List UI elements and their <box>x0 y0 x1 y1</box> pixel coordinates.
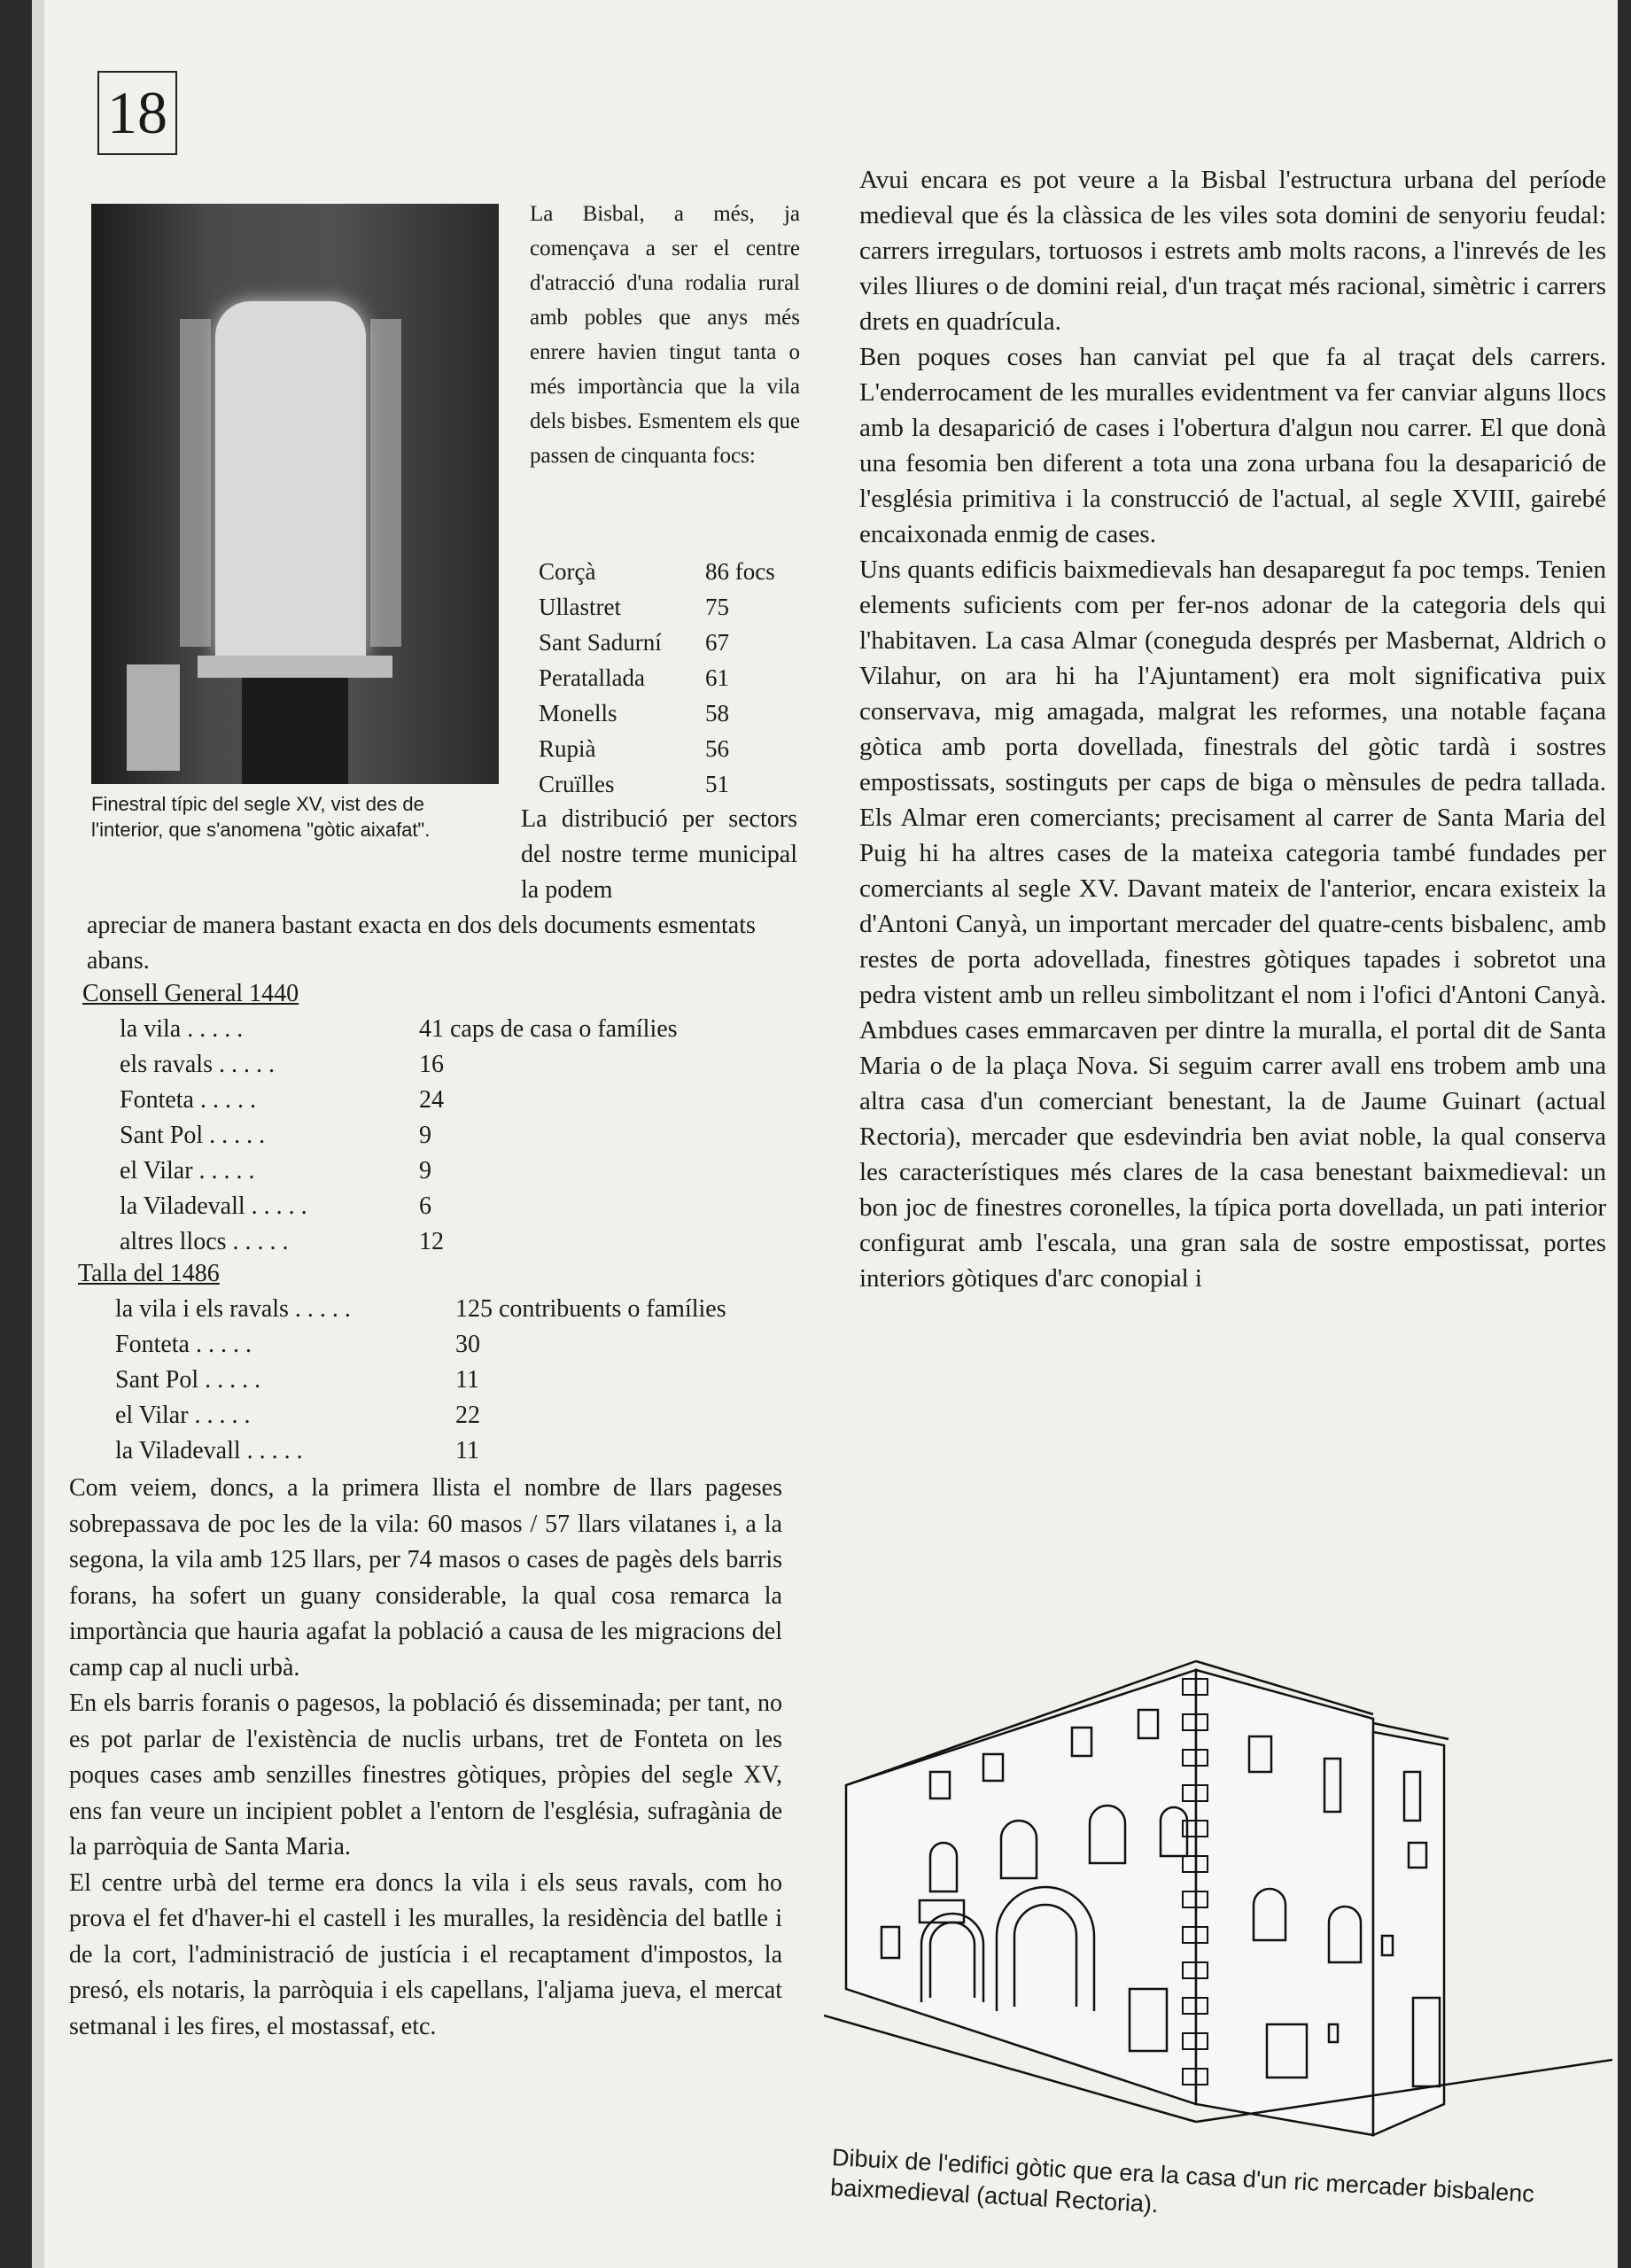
list-item: Cruïlles 51 <box>539 771 729 797</box>
drawing-caption: Dibuix de l'edifici gòtic que era la casa d'un ric mercader bisbalenc baixmedieval (actual Rectoria). <box>829 2143 1535 2218</box>
table-row: la vila i els ravals . . . . . 125 contribuents o famílies <box>115 1295 726 1323</box>
distribution-text-cont: apreciar de manera bastant exacta en dos dels documents esmentats abans. <box>87 912 756 975</box>
table-row: els ravals . . . . . 16 <box>120 1051 444 1078</box>
list-item: Ullastret 75 <box>539 594 729 620</box>
table-row: la Viladevall . . . . . 6 <box>120 1192 431 1220</box>
table-row: el Vilar . . . . . 9 <box>120 1157 431 1184</box>
paragraph: Ben poques coses han canviat pel que fa al traçat dels carrers. L'enderrocament de les muralles evidentment va fer canviar alguns llocs amb la desaparició de cases i l'obertura d'algun nou carrer. El que donà una fesomia ben diferent a tota una zona urbana fou la desaparició de l'església primitiva i la construcció de l'actual, al segle XVIII, gairebé encaixonada enmig de cases. <box>859 343 1606 548</box>
list-item: Monells 58 <box>539 700 729 726</box>
table-heading: Talla del 1486 <box>78 1260 220 1287</box>
table-row: la vila . . . . . 41 caps de casa o famílies <box>120 1015 678 1043</box>
paragraph: Com veiem, doncs, a la primera llista el nombre de llars pageses sobrepassava de poc les de la vila: 60 masos / 57 llars vilatanes i, a la segona, la vila amb 125 llars, per 74 masos o cases de pagès dels barris forans, ha sofert un guany considerable, la qual cosa remarca la importància que hauria agafat la població a causa de les migracions del camp cap al nucli urbà. <box>69 1474 782 1682</box>
table-row: Sant Pol . . . . . 9 <box>120 1122 431 1149</box>
table-row: el Vilar . . . . . 22 <box>115 1402 480 1429</box>
paragraph: Uns quants edificis baixmedievals han desaparegut fa poc temps. Tenien elements suficients com per fer-nos adonar de la categoria dels qui l'habitaven. La casa Almar (coneguda després per Masbernat, Aldrich o Vilahur, on ara hi ha l'Ajuntament) era molt significativa puix conservava, mig amagada, malgrat les reformes, una notable façana gòtica amb porta dovellada, finestrals del gòtic tardà i sostres empostissats, sostinguts per caps de biga o mènsules de pedra tallada. Els Almar eren comerciants; precisament al carrer de Santa Maria del Puig hi ha altres cases de la mateixa categoria també fundades per comerciants al segle XV. Davant mateix de l'anterior, encara existeix la d'Antoni Canyà, un important mercader del quatre-cents bisbalenc, amb restes de porta adovellada, finestres gòtiques tapades i sobretot una pedra vistent amb un relleu simbolitzant el nom i l'ofici d'Antoni Canyà. Ambdues cases emmarcaven per dintre la muralla, el portal dit de Santa Maria o de la plaça Nova. Si seguim carrer avall ens trobem amb una altra casa d'un comerciant benestant, la de Jaume Guinart (actual Rectoria), mercader que esdevindria ben aviat noble, la qual conserva les característiques més clares de la casa benestant baixmedieval: un bon joc de finestres coronelles, la típica porta dovellada, un pati interior configurat amb l'escala, una gran sala de sostre empostissat, portes interiors gòtiques d'arc conopial i <box>859 555 1606 1293</box>
left-body-text <box>69 1471 782 2045</box>
table-heading: Consell General 1440 <box>82 980 299 1007</box>
page-edge <box>32 0 44 2268</box>
paragraph: Avui encara es pot veure a la Bisbal l'estructura urbana del període medieval que és la clàssica de les viles sota domini de senyoriu feudal: carrers irregulars, tortuosos i estrets amb molts racons, a l'inrevés de les viles lliures o de domini reial, d'un traçat més racional, simètric i carrers drets en quadrícula. <box>859 166 1606 336</box>
table-row: Fonteta . . . . . 30 <box>115 1331 480 1358</box>
list-item: Rupià 56 <box>539 735 729 762</box>
distribution-text: La distribució per sectors del nostre terme municipal la podem <box>521 805 797 904</box>
table-row: altres llocs . . . . . 12 <box>120 1228 444 1255</box>
building-drawing <box>824 1643 1612 2184</box>
table-row: la Viladevall . . . . . 11 <box>115 1437 479 1464</box>
list-item: Corçà 86 focs <box>539 558 775 585</box>
list-item: Peratallada 61 <box>539 664 729 691</box>
photo-caption: Finestral típic del segle XV, vist des de l'interior, que s'anomena "gòtic aixafat". <box>91 793 431 841</box>
towns-list <box>539 554 775 802</box>
talla-table <box>78 1256 726 1469</box>
page-number: 18 <box>97 71 177 155</box>
consell-table <box>82 976 678 1260</box>
intro-paragraph: La Bisbal, a més, ja començava a ser el centre d'atracció d'una rodalia rural amb pobles que anys més enrere havien tingut tanta o més importància que la vila dels bisbes. Esmentem els que passen de cinquanta focs: <box>530 202 800 468</box>
table-row: Fonteta . . . . . 24 <box>120 1086 444 1114</box>
paragraph: En els barris foranis o pagesos, la població és disseminada; per tant, no es pot parlar de l'existència de nuclis urbans, tret de Fonteta on les poques cases amb senzilles finestres gòtiques, pròpies del segle XV, ens fan veure un incipient poblet a l'entorn de l'església, sufragània de la parròquia de Santa Maria. <box>69 1689 782 1860</box>
right-body-text <box>859 162 1606 1296</box>
window-photo <box>91 204 499 784</box>
table-row: Sant Pol . . . . . 11 <box>115 1366 479 1394</box>
list-item: Sant Sadurní 67 <box>539 629 729 656</box>
paragraph: El centre urbà del terme era doncs la vila i els seus ravals, com ho prova el fet d'haver-hi el castell i les muralles, la residència del batlle i de la cort, l'administració de justícia i el recaptament d'impostos, la presó, els notaris, la parròquia i els capellans, l'aljama jueva, el mercat setmanal i les fires, el mostassaf, etc. <box>69 1868 782 2040</box>
